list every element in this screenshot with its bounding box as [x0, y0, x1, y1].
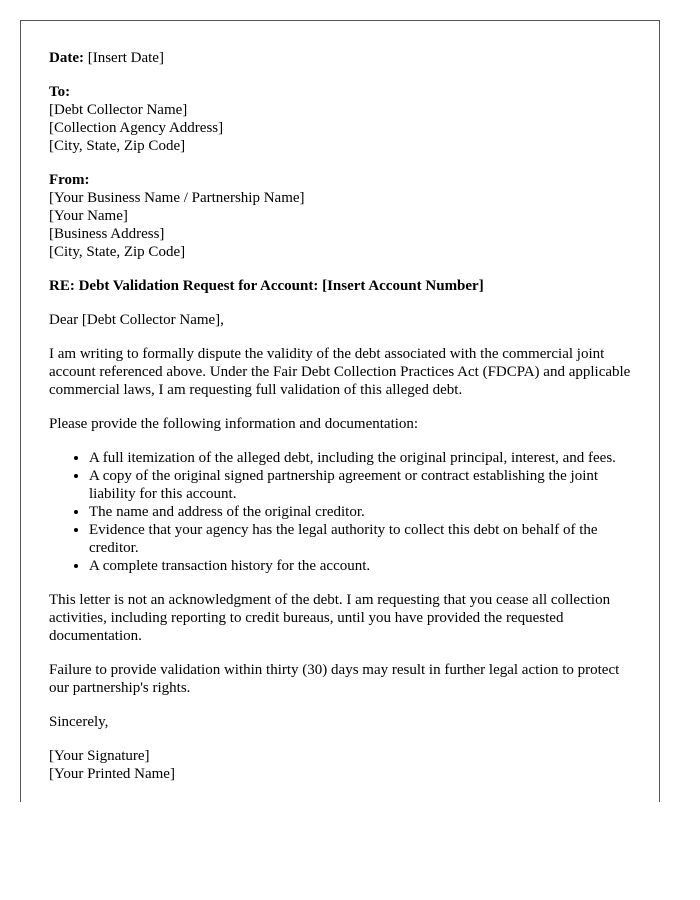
from-label: From:	[49, 172, 90, 188]
signature-block	[49, 747, 631, 783]
sender-city-state-zip: [City, State, Zip Code]	[49, 244, 186, 260]
date-value: [Insert Date]	[87, 50, 164, 66]
recipient-city-state-zip: [City, State, Zip Code]	[49, 138, 186, 154]
date-block	[49, 49, 631, 67]
request-paragraph: Please provide the following information and documentation:	[49, 416, 419, 432]
recipient-block	[49, 83, 631, 155]
intro-paragraph: I am writing to formally dispute the validity of the debt associated with the commercial joint account referenced above. Under the Fair Debt Collection Practices Act (FDCPA) and applicable commercial laws, I am requesting full validation of this alleged debt.	[49, 346, 631, 398]
list-item: • A full itemization of the alleged debt, including the original principal, interest, and fees.	[89, 449, 631, 467]
recipient-name: [Debt Collector Name]	[49, 102, 188, 118]
warning-paragraph: Failure to provide validation within thirty (30) days may result in further legal action to protect our partnership's rights.	[49, 662, 620, 696]
request-list	[49, 449, 631, 575]
sender-name: [Your Name]	[49, 208, 128, 224]
sender-business-name: [Your Business Name / Partnership Name]	[49, 190, 305, 206]
list-item: • A copy of the original signed partnership agreement or contract establishing the joint liability for this account.	[89, 467, 631, 503]
letter-page	[20, 20, 660, 802]
signature-line: [Your Signature]	[49, 748, 150, 764]
to-label: To:	[49, 84, 71, 100]
subject-line: RE: Debt Validation Request for Account: [Insert Account Number]	[49, 278, 484, 294]
date-label: Date:	[49, 50, 84, 66]
sender-block	[49, 171, 631, 261]
list-item: • Evidence that your agency has the legal authority to collect this debt on behalf of the creditor.	[89, 521, 631, 557]
closing: Sincerely,	[49, 714, 109, 730]
salutation: Dear [Debt Collector Name],	[49, 312, 224, 328]
recipient-address: [Collection Agency Address]	[49, 120, 224, 136]
list-item: • The name and address of the original creditor.	[89, 503, 631, 521]
sender-address: [Business Address]	[49, 226, 165, 242]
not-acknowledgment-paragraph: This letter is not an acknowledgment of the debt. I am requesting that you cease all collection activities, including reporting to credit bureaus, until you have provided the requested documentation.	[49, 592, 611, 644]
printed-name: [Your Printed Name]	[49, 766, 175, 782]
list-item: • A complete transaction history for the account.	[89, 557, 631, 575]
